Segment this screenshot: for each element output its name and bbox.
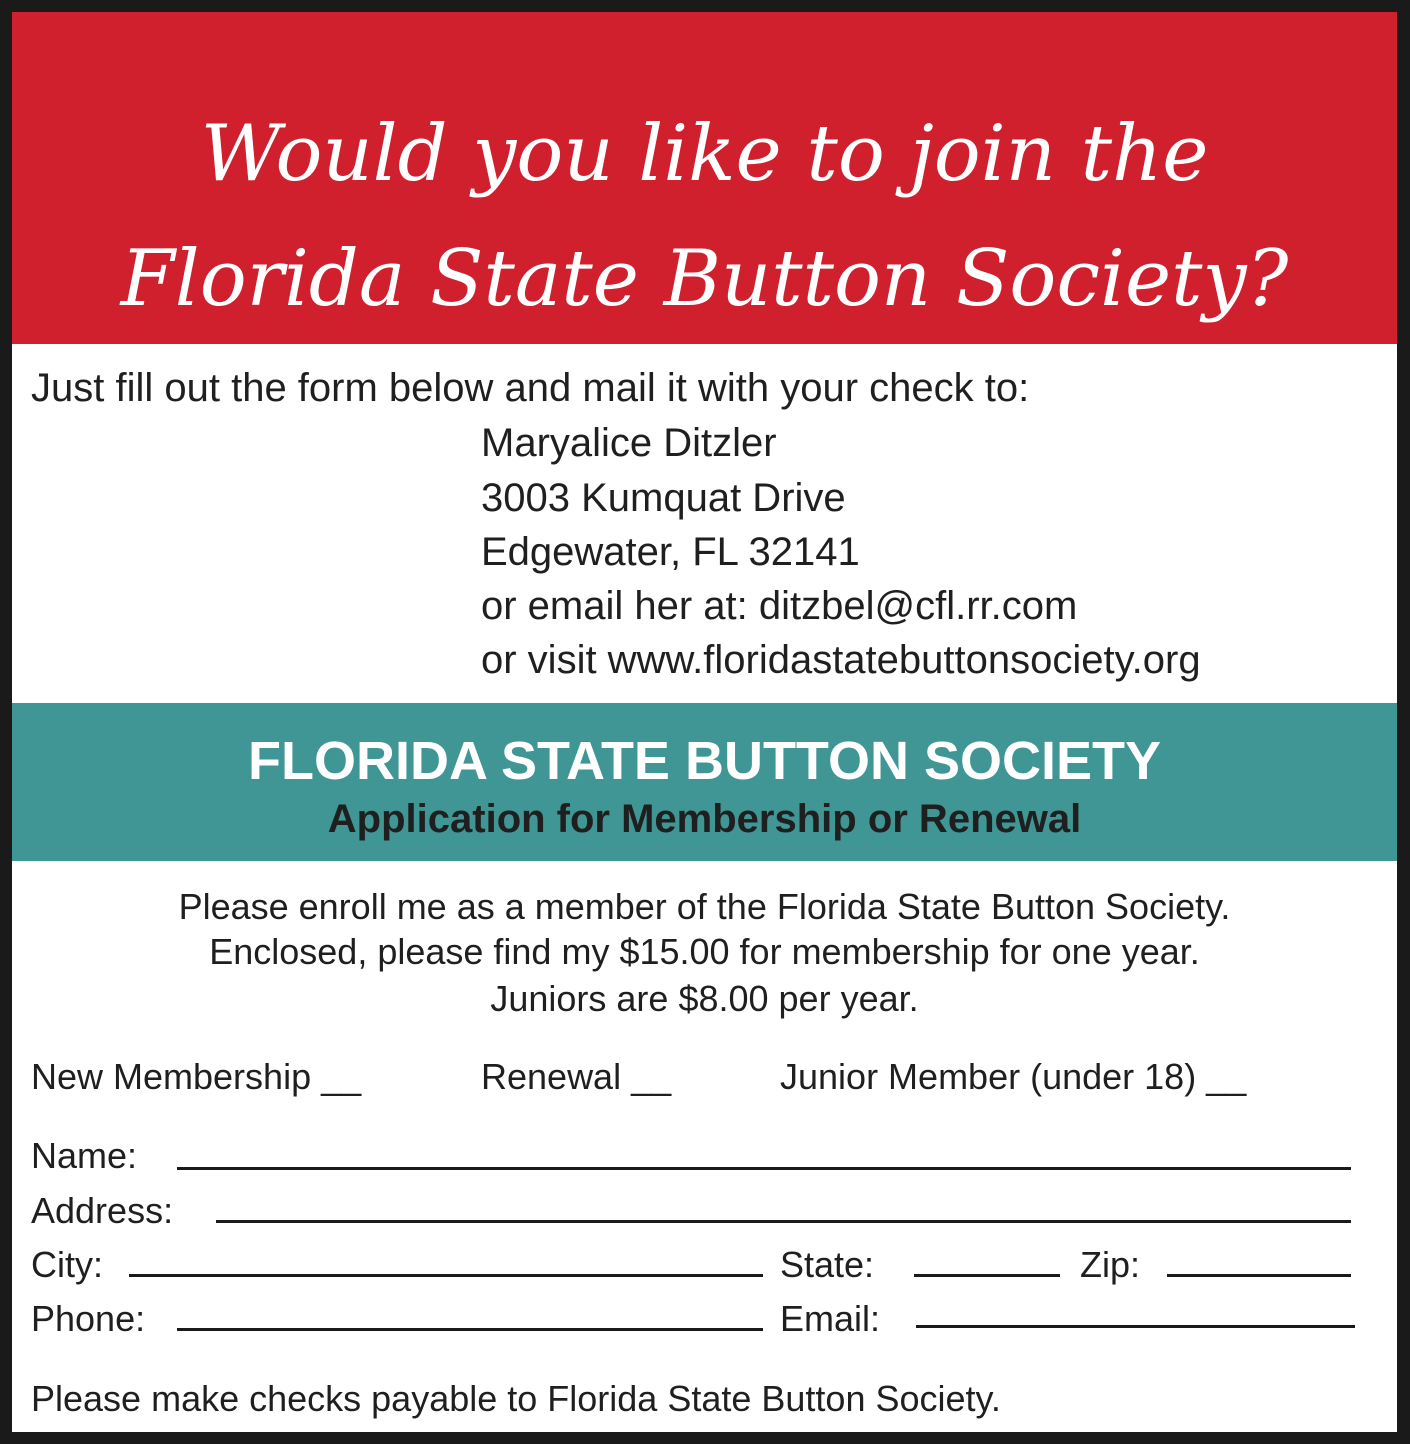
new-membership-option[interactable]: New Membership __ xyxy=(31,1056,362,1097)
junior-member-option[interactable]: Junior Member (under 18) __ xyxy=(780,1056,1247,1097)
address-city: Edgewater, FL 32141 xyxy=(481,530,860,574)
enroll-line-3: Juniors are $8.00 per year. xyxy=(490,978,919,1019)
state-field-line[interactable] xyxy=(914,1274,1060,1277)
address-name: Maryalice Ditzler xyxy=(481,421,777,465)
email-label: Email: xyxy=(780,1298,881,1339)
payment-note: Please make checks payable to Florida State Button Society. xyxy=(31,1378,1001,1419)
address-label: Address: xyxy=(31,1190,174,1231)
name-field-line[interactable] xyxy=(177,1167,1351,1170)
headline-line-2: Florida State Button Society? xyxy=(120,234,1289,324)
enroll-line-2: Enclosed, please find my $15.00 for membership for one year. xyxy=(209,931,1200,972)
state-label: State: xyxy=(780,1244,875,1285)
address-website: or visit www.floridastatebuttonsociety.org xyxy=(481,638,1201,682)
title-band xyxy=(12,703,1397,861)
application-subtitle: Application for Membership or Renewal xyxy=(327,797,1082,841)
email-field-line[interactable] xyxy=(916,1325,1355,1328)
headline-line-1: Would you like to join the xyxy=(200,109,1209,199)
zip-label: Zip: xyxy=(1080,1244,1141,1285)
city-field-line[interactable] xyxy=(129,1274,763,1277)
intro-text: Just fill out the form below and mail it with your check to: xyxy=(31,366,1030,410)
header-banner xyxy=(12,12,1397,344)
address-field-line[interactable] xyxy=(216,1220,1351,1223)
enroll-line-1: Please enroll me as a member of the Florida State Button Society. xyxy=(178,886,1231,927)
address-street: 3003 Kumquat Drive xyxy=(481,476,846,520)
phone-field-line[interactable] xyxy=(177,1328,763,1331)
zip-field-line[interactable] xyxy=(1167,1274,1351,1277)
society-title: FLORIDA STATE BUTTON SOCIETY xyxy=(248,731,1161,791)
city-label: City: xyxy=(31,1244,103,1285)
name-label: Name: xyxy=(31,1135,138,1176)
renewal-option[interactable]: Renewal __ xyxy=(481,1056,672,1097)
address-email: or email her at: ditzbel@cfl.rr.com xyxy=(481,584,1078,628)
phone-label: Phone: xyxy=(31,1298,146,1339)
